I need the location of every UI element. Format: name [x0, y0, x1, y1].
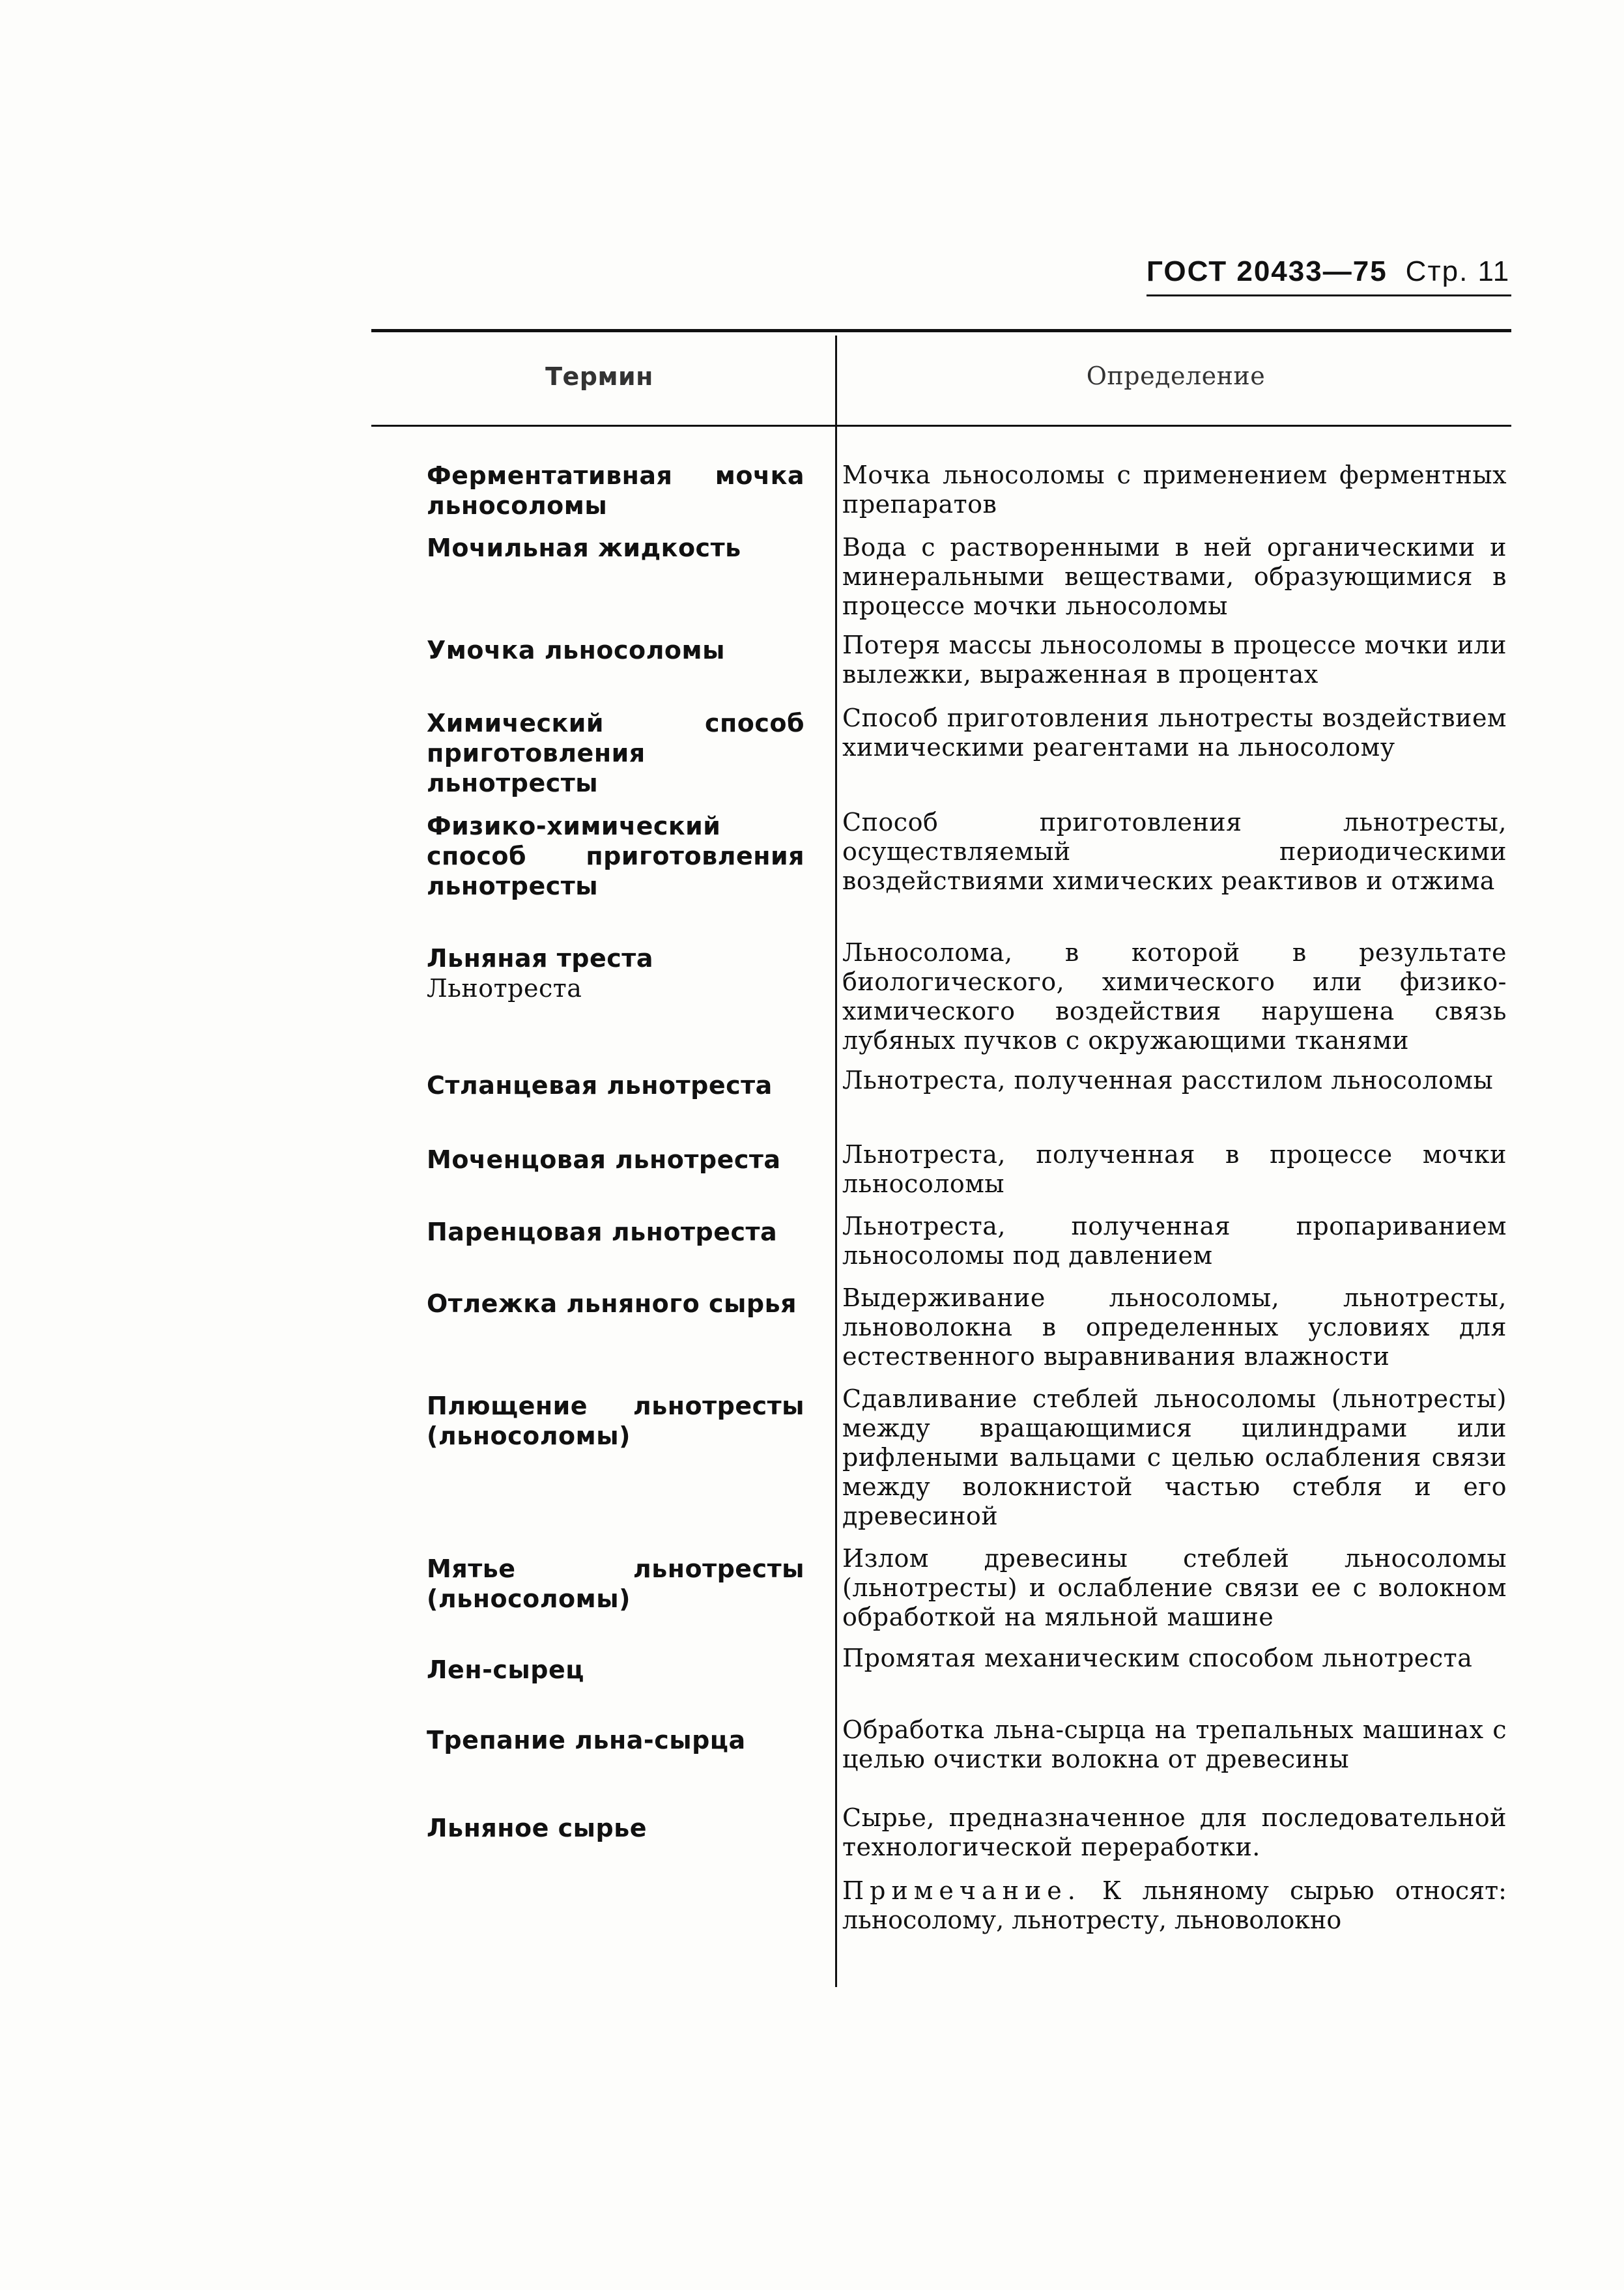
column-divider [835, 336, 837, 1987]
term-synonym: Льнотреста [427, 974, 582, 1003]
term-text: Лен-сырец [427, 1655, 584, 1684]
term-text: Паренцовая льнотреста [427, 1218, 778, 1246]
table-top-rule [371, 329, 1511, 332]
term-text: Моченцовая льнотреста [427, 1145, 781, 1174]
definition-text: Излом древесины стеблей льносоломы (льнотресты) и ослабление связи ее с волокном обработкой на мяльной машине [842, 1544, 1507, 1631]
term-text: Физико-химический способ приготовления льнотресты [427, 812, 805, 900]
definition-text: Сдавливание стеблей льносоломы (льнотресты) между вращающимися цилиндрами или рифлеными вальцами с целью ослабления связи между волокнистой частью стебля и его древесиной [842, 1384, 1507, 1530]
column-header-definition: Определение [1086, 362, 1266, 390]
doc-number: ГОСТ 20433—75 [1147, 255, 1388, 287]
note-label: Примечание. [842, 1876, 1081, 1905]
definition-note [842, 1876, 1507, 1935]
definition-text: Обработка льна-сырца на трепальных машинах с целью очистки волокна от древесины [842, 1715, 1507, 1773]
definition-text: Льнотреста, полученная пропариванием льносоломы под давлением [842, 1212, 1507, 1270]
term-text: Мятье льнотресты (льносоломы) [427, 1554, 805, 1613]
definition-text: Промятая механическим способом льнотреста [842, 1644, 1473, 1672]
definition-text: Выдерживание льносоломы, льнотресты, льноволокна в определенных условиях для естественного выравнивания влажности [842, 1283, 1507, 1371]
definition-text: Вода с растворенными в ней органическими и минеральными веществами, образующимися в процессе мочки льносоломы [842, 533, 1507, 620]
definition-text: Способ приготовления льнотресты, осуществляемый периодическими воздействиями химических реактивов и отжима [842, 808, 1507, 895]
note-text: К льняному сырью относят: льносолому, льнотресту, льноволокно [842, 1876, 1507, 1934]
term-text: Химический способ приготовления льнотресты [427, 709, 805, 797]
column-header-term: Термин [545, 362, 653, 391]
term-text: Ферментативная мочка льносоломы [427, 461, 805, 520]
term-text [427, 943, 805, 1003]
term-main: Льняная треста [427, 944, 653, 973]
page-number: Стр. 11 [1405, 255, 1511, 287]
definition-text: Льнотреста, полученная расстилом льносоломы [842, 1066, 1494, 1095]
definition-text: Льнотреста, полученная в процессе мочки льносоломы [842, 1140, 1507, 1198]
definition-text: Льносолома, в которой в результате биологического, химического или физико-химического воздействия нарушена связь лубяных пучков с окружающими тканями [842, 938, 1507, 1055]
definition-text: Мочка льносоломы с применением ферментных препаратов [842, 461, 1507, 519]
term-text: Мочильная жидкость [427, 534, 741, 562]
definition-text: Способ приготовления льнотресты воздействием химическими реагентами на льносолому [842, 704, 1507, 762]
table-header-rule [371, 425, 1511, 427]
term-text: Отлежка льняного сырья [427, 1289, 797, 1318]
term-text: Стланцевая льнотреста [427, 1071, 773, 1100]
term-text: Льняное сырье [427, 1814, 647, 1842]
definition-text: Сырье, предназначенное для последовательной технологической переработки. [842, 1803, 1507, 1861]
page-header [1147, 255, 1511, 296]
term-text: Трепание льна-сырца [427, 1726, 746, 1754]
term-text: Плющение льнотресты (льносоломы) [427, 1392, 805, 1450]
definition-text: Потеря массы льносоломы в процессе мочки или вылежки, выраженная в процентах [842, 631, 1507, 689]
term-text: Умочка льносоломы [427, 636, 725, 665]
